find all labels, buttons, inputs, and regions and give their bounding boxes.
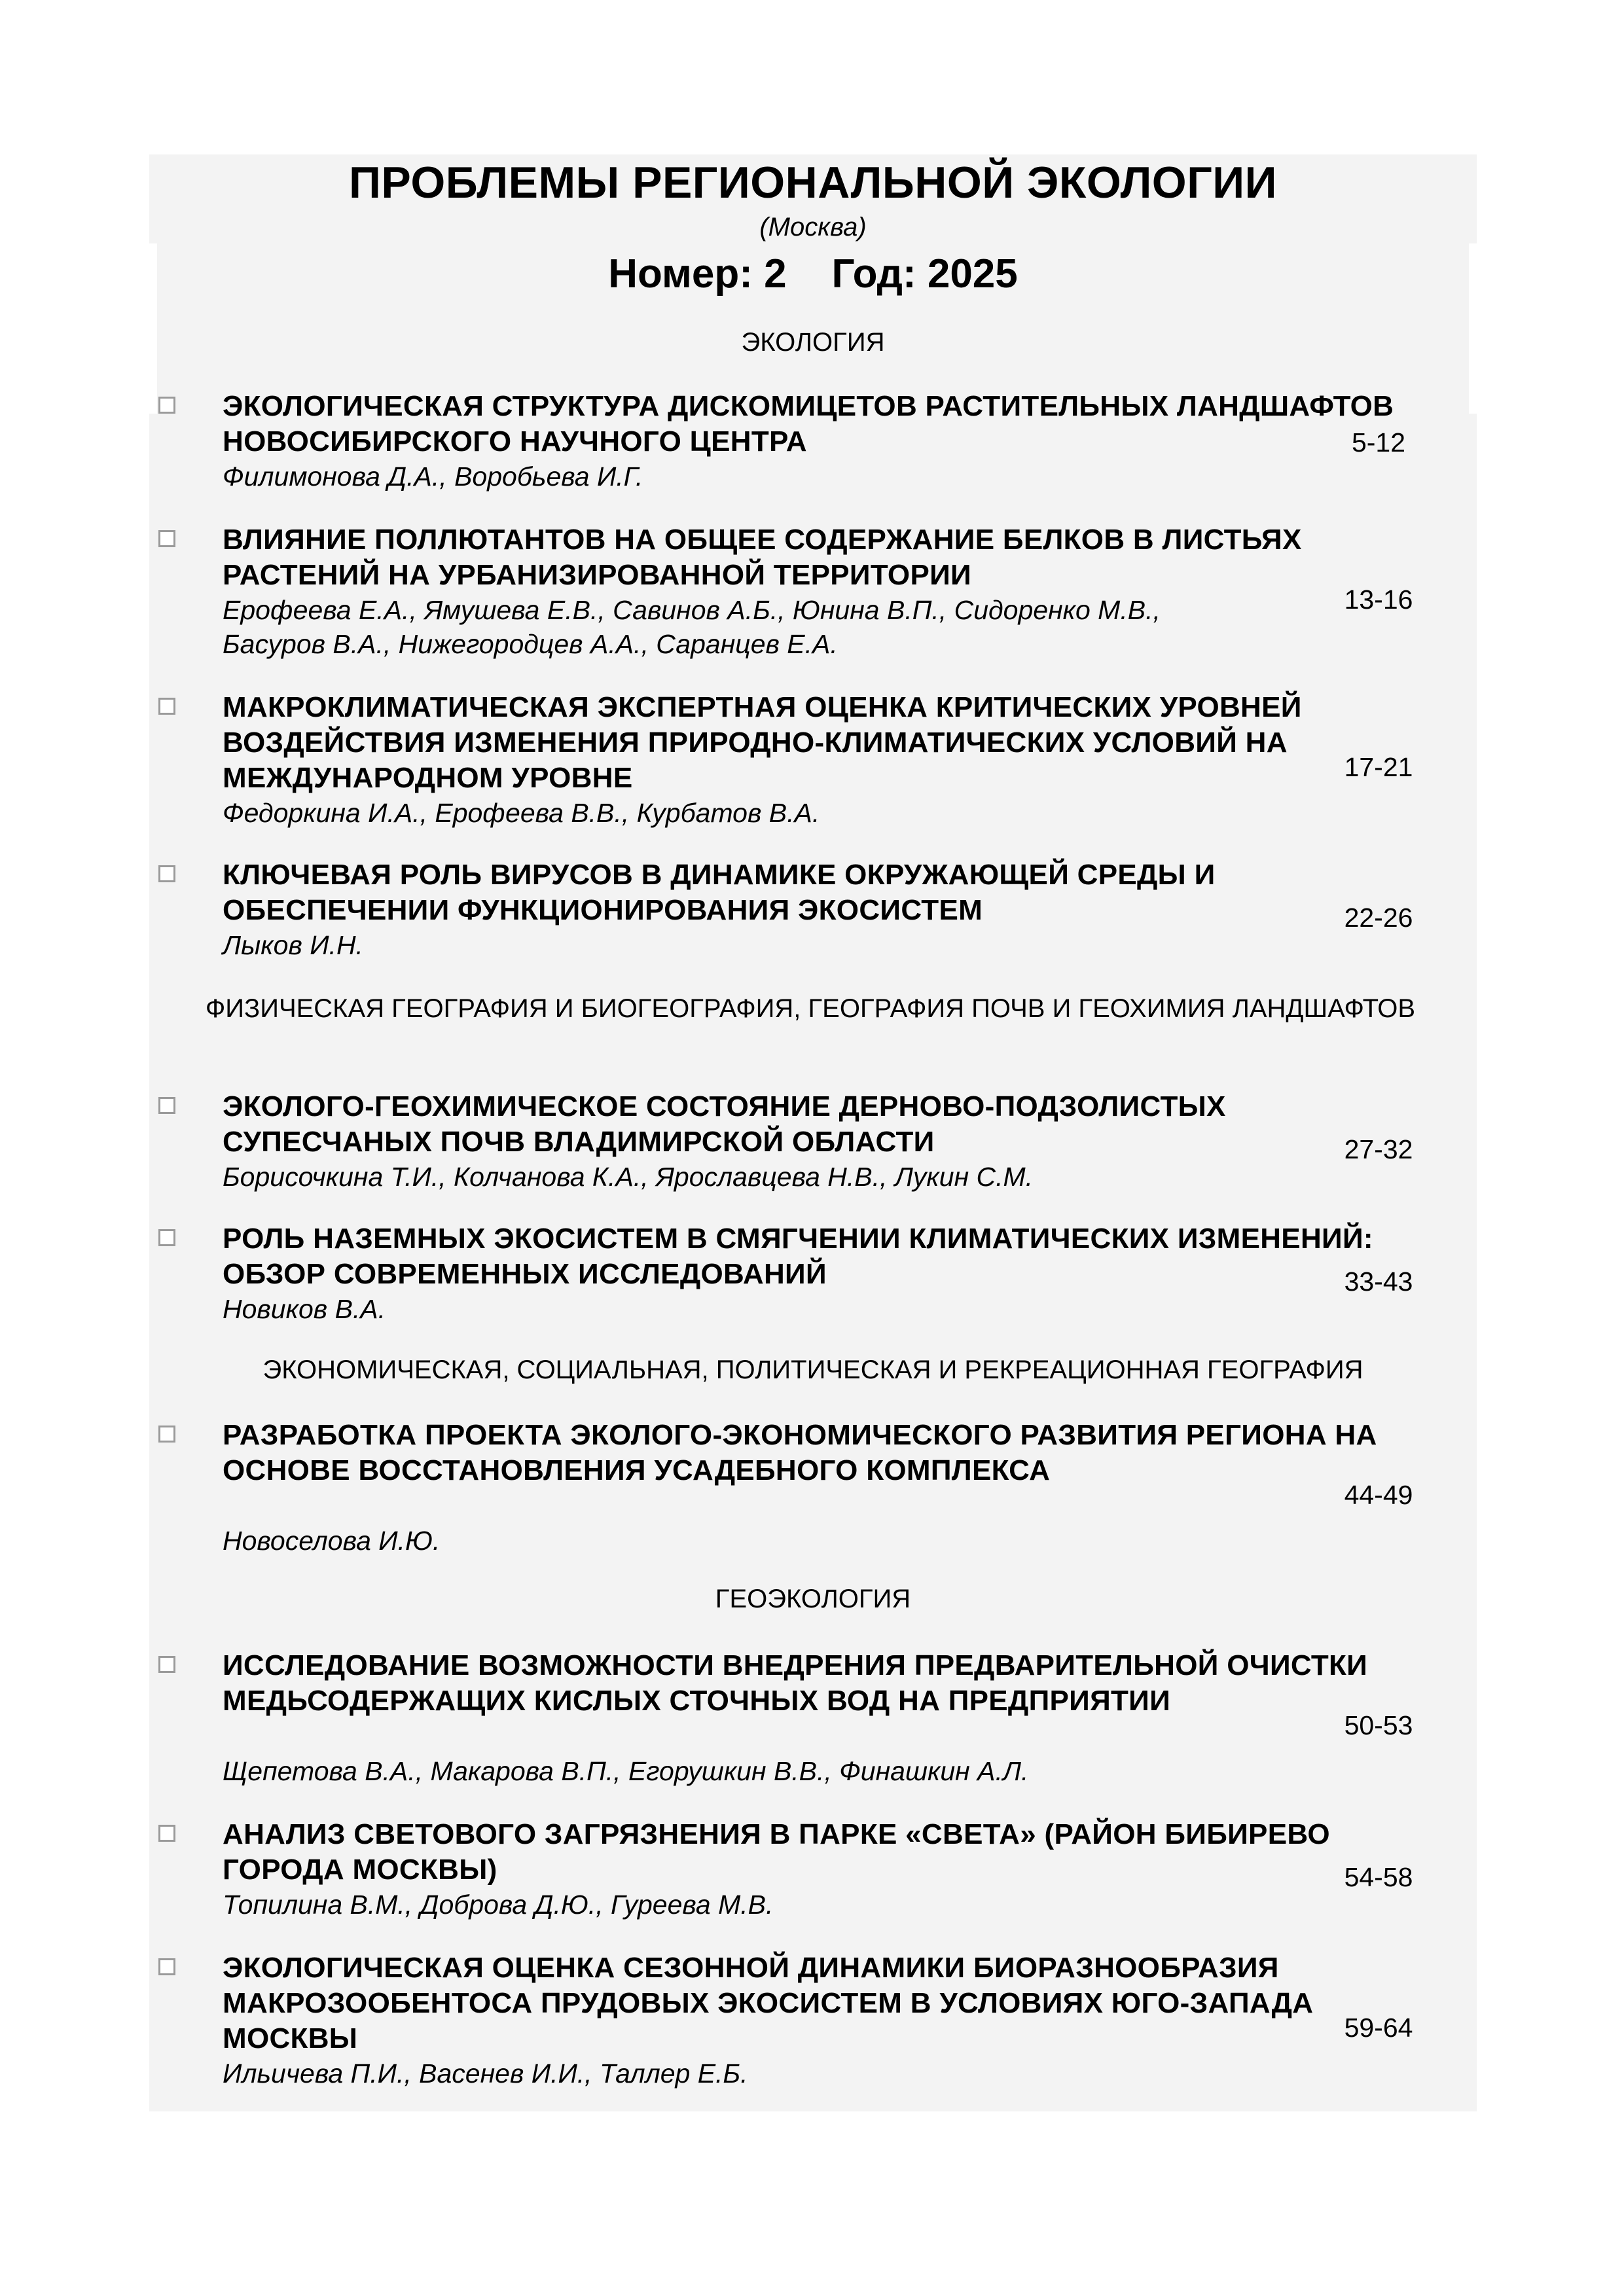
article-pages: 27-32 [1344,1134,1413,1164]
checkbox-icon[interactable] [158,1825,175,1842]
checkbox-icon[interactable] [158,1958,175,1975]
section-heading-ecology: ЭКОЛОГИЯ [741,328,885,357]
article-pages: 44-49 [1344,1480,1413,1510]
article-pages: 33-43 [1344,1266,1413,1297]
section-heading-geoecology: ГЕОЭКОЛОГИЯ [715,1585,911,1613]
journal-city: (Москва) [759,213,867,242]
issue-line: Номер: 2 Год: 2025 [608,251,1018,296]
checkbox-icon[interactable] [158,397,175,414]
journal-title: ПРОБЛЕМЫ РЕГИОНАЛЬНОЙ ЭКОЛОГИИ [349,158,1277,207]
article-authors: Топилина В.М., Доброва Д.Ю., Гуреева М.В. [223,1890,774,1920]
section-heading-economic-geography: ЭКОНОМИЧЕСКАЯ, СОЦИАЛЬНАЯ, ПОЛИТИЧЕСКАЯ И РЕКРЕАЦИОННАЯ ГЕОГРАФИЯ [262,1355,1363,1384]
article-pages: 5-12 [1351,427,1406,457]
article-pages: 13-16 [1344,584,1413,615]
article-authors: Новоселова И.Ю. [223,1526,441,1556]
article-authors: Филимонова Д.А., Воробьева И.Г. [223,461,643,492]
article-authors: Ильичева П.И., Васенев И.И., Таллер Е.Б. [223,2058,748,2089]
checkbox-icon[interactable] [158,530,175,547]
article-authors: Ерофеева Е.А., Ямушева Е.В., Савинов А.Б., Юнина В.П., Сидоренко М.В., Басуров В.А., Нижегородцев А.А., Саранцев Е.А. [223,595,1161,659]
article-title[interactable]: МАКРОКЛИМАТИЧЕСКАЯ ЭКСПЕРТНАЯ ОЦЕНКА КРИТИЧЕСКИХ УРОВНЕЙ ВОЗДЕЙСТВИЯ ИЗМЕНЕНИЯ ПРИРОДНО-КЛИМАТИЧЕСКИХ УСЛОВИЙ НА МЕЖДУНАРОДНОМ УРОВНЕ [223,691,1302,794]
article-pages: 59-64 [1344,2013,1413,2043]
article-title[interactable]: КЛЮЧЕВАЯ РОЛЬ ВИРУСОВ В ДИНАМИКЕ ОКРУЖАЮЩЕЙ СРЕДЫ И ОБЕСПЕЧЕНИИ ФУНКЦИОНИРОВАНИЯ ЭКОСИСТЕМ [223,859,1216,926]
article-title[interactable]: ЭКОЛОГИЧЕСКАЯ ОЦЕНКА СЕЗОННОЙ ДИНАМИКИ БИОРАЗНООБРАЗИЯ МАКРОЗООБЕНТОСА ПРУДОВЫХ ЭКОСИСТЕМ В УСЛОВИЯХ ЮГО-ЗАПАДА МОСКВЫ [223,1952,1314,2054]
checkbox-icon[interactable] [158,1229,175,1246]
article-pages: 17-21 [1344,752,1413,782]
section-heading-physical-geography: ФИЗИЧЕСКАЯ ГЕОГРАФИЯ И БИОГЕОГРАФИЯ, ГЕОГРАФИЯ ПОЧВ И ГЕОХИМИЯ ЛАНДШАФТОВ [205,994,1416,1023]
article-title[interactable]: ЭКОЛОГИЧЕСКАЯ СТРУКТУРА ДИСКОМИЦЕТОВ РАСТИТЕЛЬНЫХ ЛАНДШАФТОВ НОВОСИБИРСКОГО НАУЧНОГО ЦЕНТРА [223,390,1394,457]
checkbox-icon[interactable] [158,1656,175,1673]
article-authors: Борисочкина Т.И., Колчанова К.А., Ярославцева Н.В., Лукин С.М. [223,1162,1034,1192]
checkbox-icon[interactable] [158,698,175,715]
article-authors: Федоркина И.А., Ерофеева В.В., Курбатов В.А. [223,798,820,828]
article-title[interactable]: РОЛЬ НАЗЕМНЫХ ЭКОСИСТЕМ В СМЯГЧЕНИИ КЛИМАТИЧЕСКИХ ИЗМЕНЕНИЙ: ОБЗОР СОВРЕМЕННЫХ ИССЛЕДОВАНИЙ [223,1223,1373,1290]
article-pages: 50-53 [1344,1710,1413,1740]
article-title[interactable]: ВЛИЯНИЕ ПОЛЛЮТАНТОВ НА ОБЩЕЕ СОДЕРЖАНИЕ БЕЛКОВ В ЛИСТЬЯХ РАСТЕНИЙ НА УРБАНИЗИРОВАННОЙ ТЕРРИТОРИИ [223,524,1302,591]
article-title[interactable]: АНАЛИЗ СВЕТОВОГО ЗАГРЯЗНЕНИЯ В ПАРКЕ «СВЕТА» (РАЙОН БИБИРЕВО ГОРОДА МОСКВЫ) [223,1818,1330,1886]
checkbox-icon[interactable] [158,1426,175,1443]
article-pages: 54-58 [1344,1862,1413,1892]
article-title[interactable]: РАЗРАБОТКА ПРОЕКТА ЭКОЛОГО-ЭКОНОМИЧЕСКОГО РАЗВИТИЯ РЕГИОНА НА ОСНОВЕ ВОССТАНОВЛЕНИЯ УСАДЕБНОГО КОМПЛЕКСА [223,1419,1377,1486]
table-of-contents [149,154,1477,2111]
article-authors: Лыков И.Н. [223,930,363,960]
checkbox-icon[interactable] [158,865,175,882]
article-title[interactable]: ЭКОЛОГО-ГЕОХИМИЧЕСКОЕ СОСТОЯНИЕ ДЕРНОВО-ПОДЗОЛИСТЫХ СУПЕСЧАНЫХ ПОЧВ ВЛАДИМИРСКОЙ ОБЛАСТИ [223,1090,1226,1158]
article-pages: 22-26 [1344,903,1413,933]
checkbox-icon[interactable] [158,1097,175,1114]
article-title[interactable]: ИССЛЕДОВАНИЕ ВОЗМОЖНОСТИ ВНЕДРЕНИЯ ПРЕДВАРИТЕЛЬНОЙ ОЧИСТКИ МЕДЬСОДЕРЖАЩИХ КИСЛЫХ СТОЧНЫХ ВОД НА ПРЕДПРИЯТИИ [223,1649,1368,1717]
article-authors: Новиков В.А. [223,1294,386,1324]
article-authors: Щепетова В.А., Макарова В.П., Егорушкин В.В., Финашкин А.Л. [223,1756,1029,1786]
